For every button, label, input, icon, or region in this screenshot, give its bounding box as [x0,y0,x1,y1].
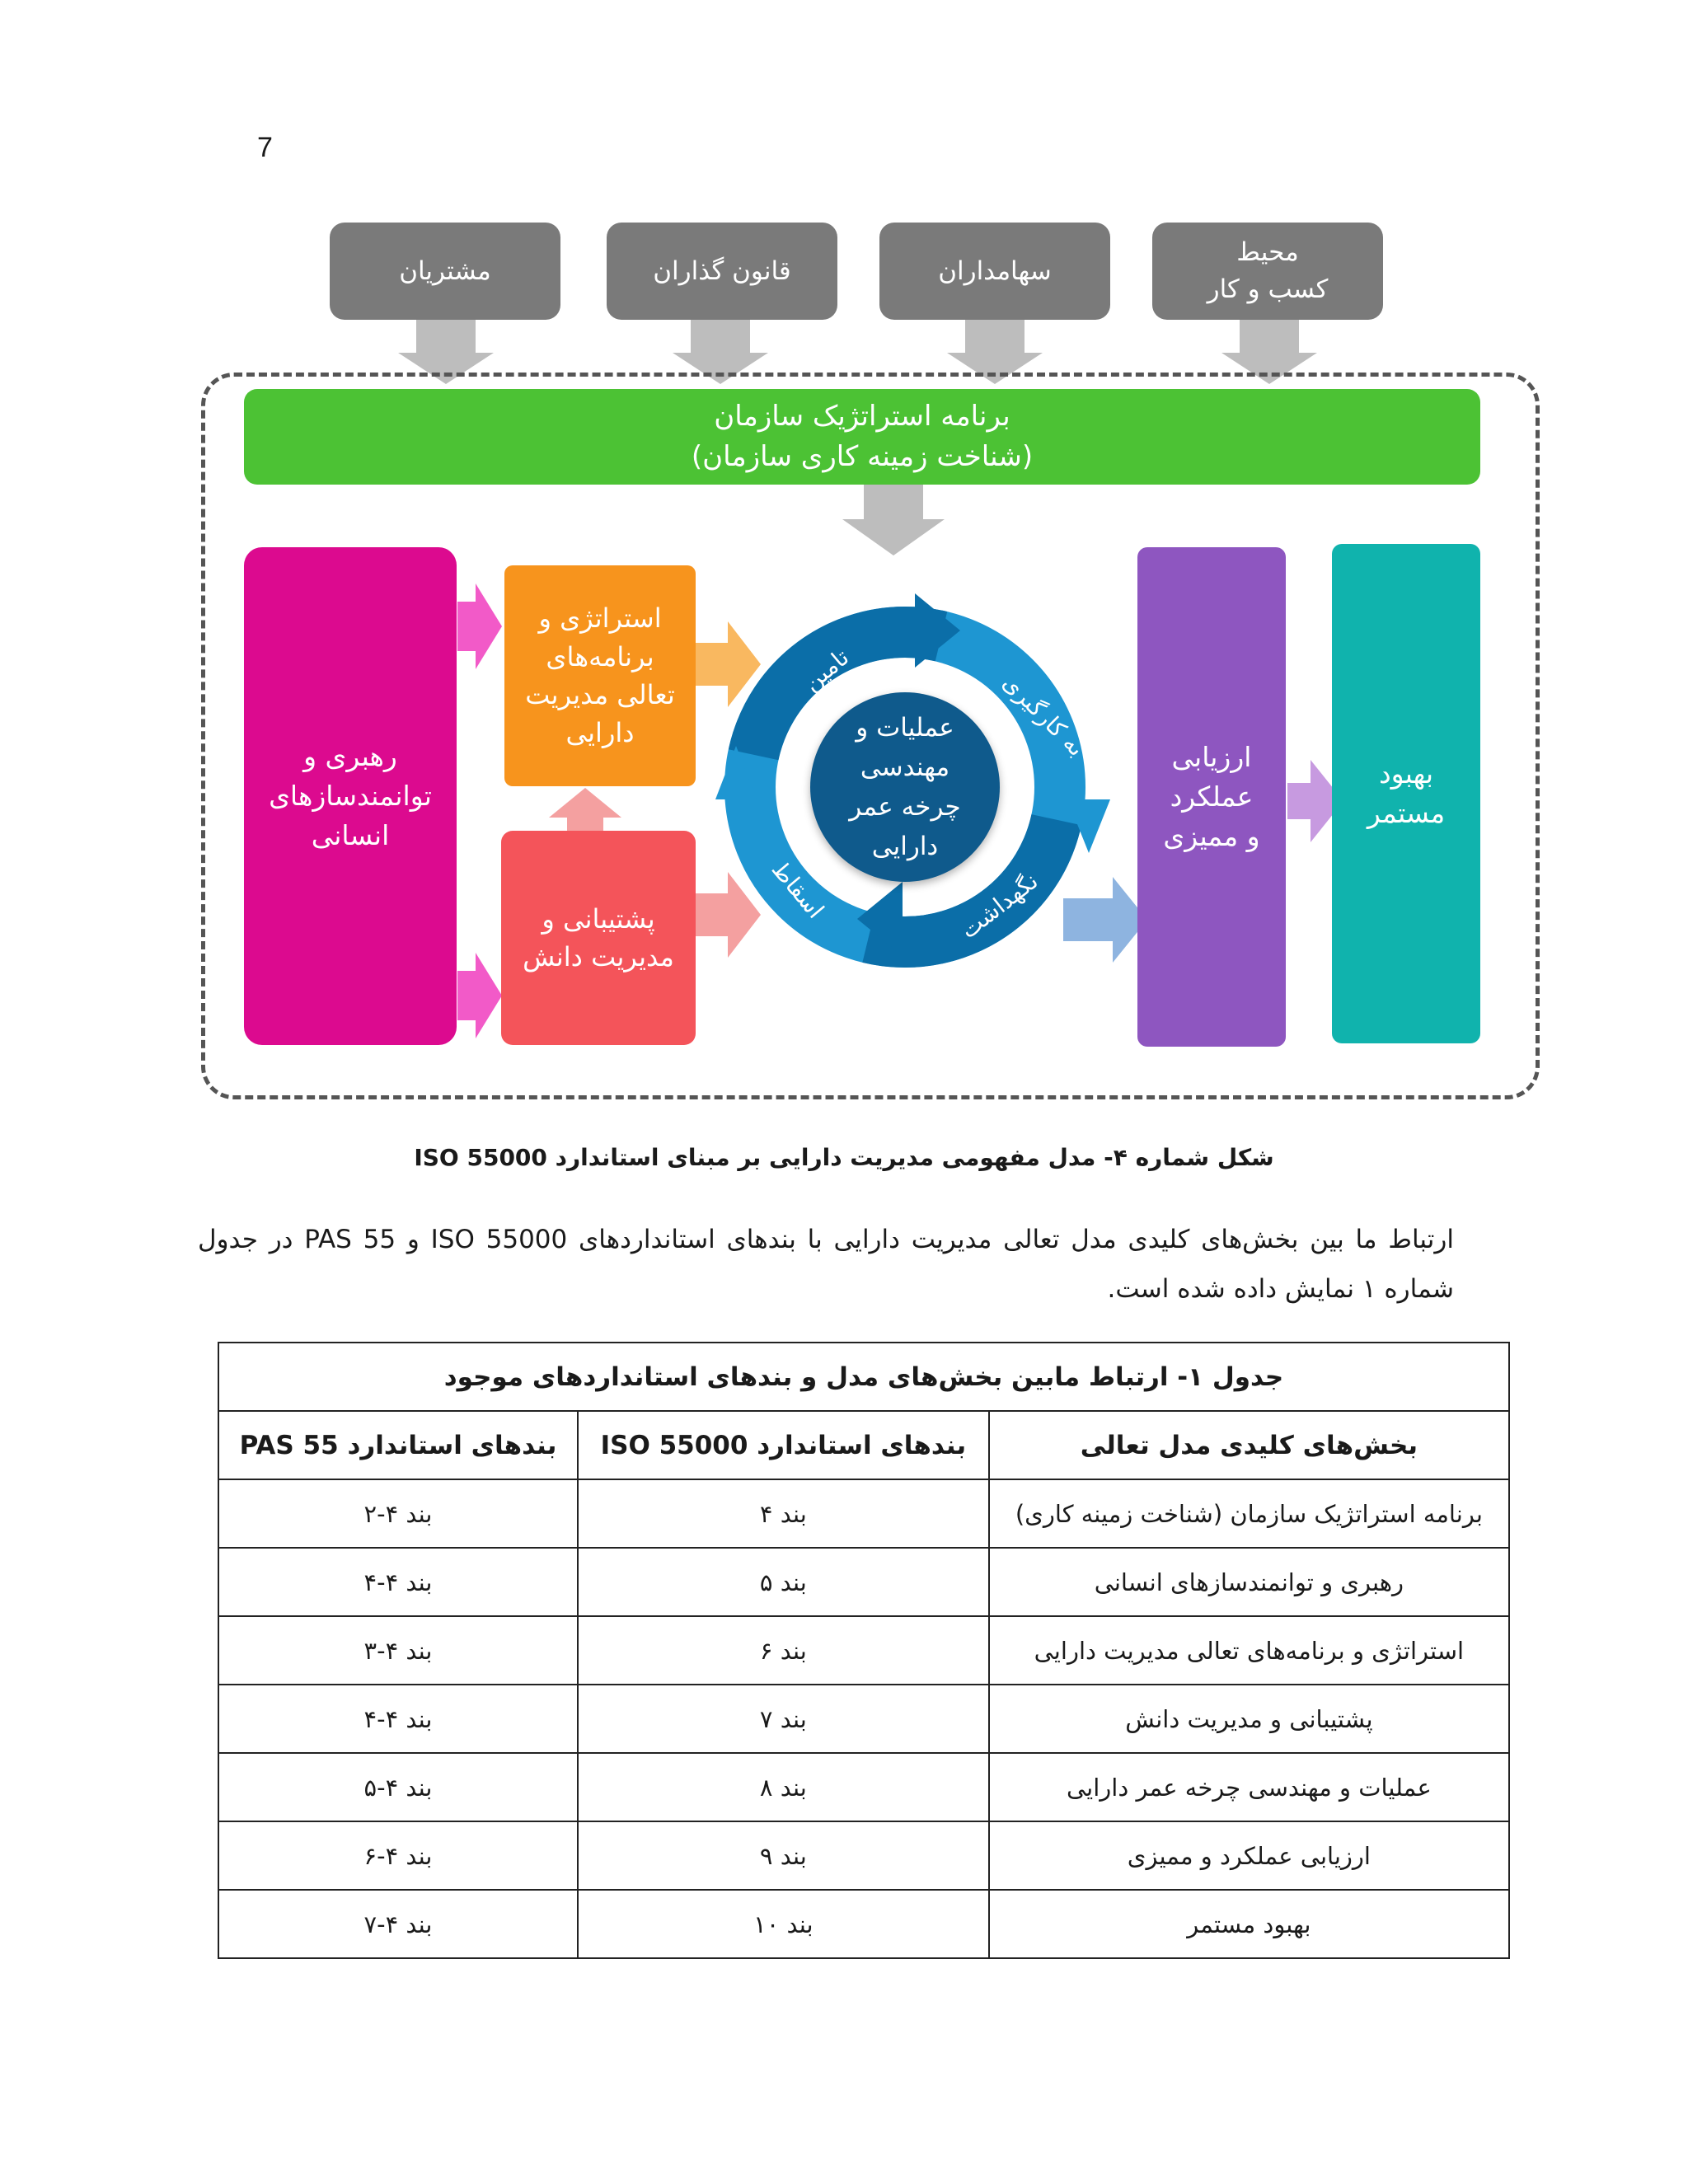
external-box-business-environment: محیط کسب و کار [1152,223,1383,320]
external-box-customers: مشتریان [330,223,560,320]
cycle-label-dispose: اسقاط [766,855,830,924]
table-header-row [218,1411,1509,1479]
table-cell: بند ۷ [578,1685,989,1753]
table-cell: بند ۹ [578,1821,989,1890]
table-cell: بند ۴ [578,1479,989,1548]
table-cell: بند ۴-۲ [218,1479,578,1548]
table-cell: بند ۴-۷ [218,1890,578,1958]
table-cell: رهبری و توانمندسازهای انسانی [989,1548,1509,1616]
strategic-plan-line2: (شناخت زمینه کاری سازمان) [691,440,1034,473]
table-title: جدول ۱- ارتباط مابین بخش‌های مدل و بندهای استانداردهای موجود [218,1343,1509,1411]
table-row [218,1753,1509,1821]
table-cell: برنامه استراتژیک سازمان (شناخت زمینه کاری) [989,1479,1509,1548]
table-cell: بند ۸ [578,1753,989,1821]
support-box: پشتیبانی و مدیریت دانش [501,831,696,1045]
body-paragraph: ارتباط ما بین بخش‌های کلیدی مدل تعالی مدیریت دارایی با بندهای استانداردهای ISO 55000 و PAS 55 در جدول شماره ۱ نمایش داده شده است. [198,1225,1454,1304]
table-cell: بند ۴-۶ [218,1821,578,1890]
table-row [218,1821,1509,1890]
table-cell: بند ۴-۵ [218,1753,578,1821]
table-cell: بند ۶ [578,1616,989,1685]
table-cell: بند ۵ [578,1548,989,1616]
table-row [218,1548,1509,1616]
table-row [218,1890,1509,1958]
table-cell: بند ۴-۳ [218,1616,578,1685]
mapping-table [218,1342,1510,1959]
table-cell: بند ۴-۴ [218,1548,578,1616]
figure-caption: شکل شماره ۴- مدل مفهومی مدیریت دارایی بر مبنای استاندارد ISO 55000 [414,1144,1274,1171]
table-row [218,1685,1509,1753]
table-cell: بند ۴-۴ [218,1685,578,1753]
table-header: بندهای استاندارد ISO 55000 [578,1411,989,1479]
table-cell: ارزیابی عملکرد و ممیزی [989,1821,1509,1890]
lifecycle-core: عملیات و مهندسی چرخه عمر دارایی [810,692,1000,882]
strategic-plan-bar [244,389,1480,485]
table-cell: بند ۱۰ [578,1890,989,1958]
cycle-label-acquire: تامین [798,643,855,697]
external-box-shareholders: سهامداران [879,223,1110,320]
cycle-label-maintain: نگهداشت [954,867,1043,944]
table-row [218,1479,1509,1548]
cycle-label-deploy: به کارگیری [997,668,1090,762]
external-box-regulators: قانون گذاران [607,223,837,320]
page-number: 7 [257,132,273,163]
evaluation-box: ارزیابی عملکرد و ممیزی [1137,547,1286,1047]
table-header: بخش‌های کلیدی مدل تعالی [989,1411,1509,1479]
leadership-box: رهبری و توانمندسازهای انسانی [244,547,457,1045]
table-cell: بهبود مستمر [989,1890,1509,1958]
table-cell: عملیات و مهندسی چرخه عمر دارایی [989,1753,1509,1821]
table-cell: استراتژی و برنامه‌های تعالی مدیریت دارایی [989,1616,1509,1685]
table-row [218,1616,1509,1685]
table-header: بندهای استاندارد PAS 55 [218,1411,578,1479]
strategy-box: استراتژی و برنامه‌های تعالی مدیریت دارایی [504,565,696,786]
table-cell: پشتیبانی و مدیریت دانش [989,1685,1509,1753]
improvement-box: بهبود مستمر [1332,544,1480,1043]
strategic-plan-line1: برنامه استراتژیک سازمان [714,399,1010,433]
